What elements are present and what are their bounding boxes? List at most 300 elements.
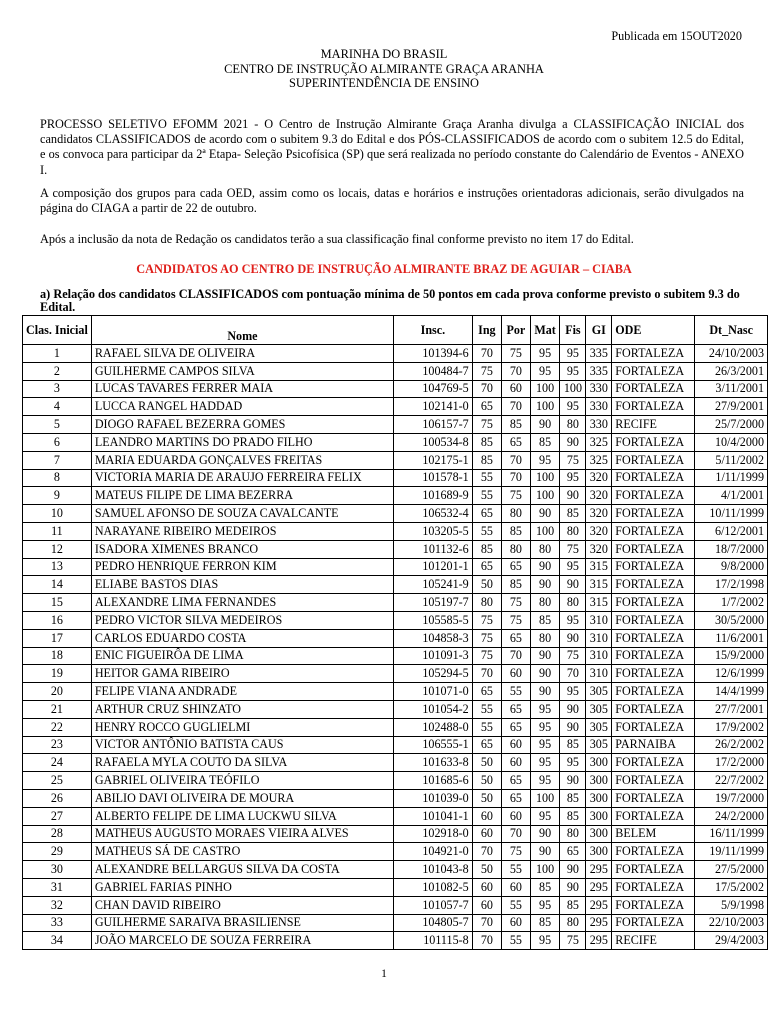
cell-clas: 15 [23,594,92,612]
cell-insc: 106532-4 [394,505,473,523]
cell-fis: 85 [560,896,586,914]
cell-gi: 330 [586,416,612,434]
cell-por: 70 [502,647,531,665]
cell-clas: 27 [23,807,92,825]
cell-gi: 305 [586,736,612,754]
cell-nome: SAMUEL AFONSO DE SOUZA CAVALCANTE [91,505,393,523]
cell-fis: 90 [560,629,586,647]
cell-clas: 20 [23,683,92,701]
table-row [23,807,768,825]
header-ode: ODE [612,316,695,345]
cell-clas: 26 [23,789,92,807]
cell-por: 65 [502,433,531,451]
table-row [23,665,768,683]
cell-gi: 295 [586,896,612,914]
cell-fis: 90 [560,878,586,896]
header-clas-inicial: Clas. Inicial [23,316,92,345]
cell-gi: 300 [586,789,612,807]
cell-dt-nasc: 17/2/2000 [695,754,768,772]
cell-mat: 90 [530,825,560,843]
cell-dt-nasc: 22/7/2002 [695,772,768,790]
cell-nome: LUCCA RANGEL HADDAD [91,398,393,416]
cell-por: 75 [502,487,531,505]
cell-insc: 101394-6 [394,345,473,363]
cell-fis: 95 [560,558,586,576]
table-row [23,789,768,807]
cell-nome: ELIABE BASTOS DIAS [91,576,393,594]
cell-mat: 90 [530,416,560,434]
cell-gi: 300 [586,754,612,772]
cell-ing: 85 [472,433,501,451]
cell-gi: 330 [586,398,612,416]
cell-insc: 100534-8 [394,433,473,451]
cell-insc: 101054-2 [394,700,473,718]
cell-mat: 100 [530,789,560,807]
cell-clas: 19 [23,665,92,683]
table-row [23,505,768,523]
cell-gi: 330 [586,380,612,398]
cell-fis: 70 [560,665,586,683]
cell-gi: 315 [586,558,612,576]
cell-mat: 90 [530,843,560,861]
cell-insc: 101039-0 [394,789,473,807]
table-row [23,629,768,647]
cell-mat: 95 [530,362,560,380]
cell-por: 65 [502,789,531,807]
cell-ing: 70 [472,843,501,861]
cell-fis: 95 [560,469,586,487]
cell-clas: 34 [23,932,92,950]
cell-ing: 70 [472,914,501,932]
cell-fis: 95 [560,345,586,363]
cell-ode: FORTALEZA [612,594,695,612]
cell-ing: 65 [472,398,501,416]
cell-gi: 325 [586,433,612,451]
cell-nome: ARTHUR CRUZ SHINZATO [91,700,393,718]
cell-nome: ISADORA XIMENES BRANCO [91,540,393,558]
table-row [23,522,768,540]
cell-nome: GABRIEL OLIVEIRA TEÓFILO [91,772,393,790]
cell-nome: CARLOS EDUARDO COSTA [91,629,393,647]
cell-ode: FORTALEZA [612,398,695,416]
cell-nome: MARIA EDUARDA GONÇALVES FREITAS [91,451,393,469]
table-row [23,362,768,380]
cell-dt-nasc: 30/5/2000 [695,611,768,629]
cell-insc: 101689-9 [394,487,473,505]
cell-mat: 95 [530,736,560,754]
cell-gi: 295 [586,878,612,896]
cell-insc: 106555-1 [394,736,473,754]
cell-clas: 33 [23,914,92,932]
cell-fis: 95 [560,398,586,416]
cell-dt-nasc: 17/5/2002 [695,878,768,896]
cell-gi: 300 [586,772,612,790]
cell-ode: BELEM [612,825,695,843]
cell-insc: 102141-0 [394,398,473,416]
classified-list-title: a) Relação dos candidatos CLASSIFICADOS com pontuação mínima de 50 pontos em cada prova conforme previsto o subitem 9.3 do Edital. [40,287,740,315]
cell-clas: 17 [23,629,92,647]
ciaba-section-title: CANDIDATOS AO CENTRO DE INSTRUÇÃO ALMIRANTE BRAZ DE AGUIAR – CIABA [136,262,632,276]
cell-dt-nasc: 27/7/2001 [695,700,768,718]
cell-nome: GUILHERME CAMPOS SILVA [91,362,393,380]
cell-ode: FORTALEZA [612,754,695,772]
cell-ing: 50 [472,861,501,879]
cell-fis: 75 [560,540,586,558]
cell-ing: 60 [472,878,501,896]
cell-nome: HENRY ROCCO GUGLIELMI [91,718,393,736]
cell-clas: 2 [23,362,92,380]
cell-fis: 100 [560,380,586,398]
table-row [23,700,768,718]
cell-mat: 90 [530,683,560,701]
cell-fis: 65 [560,843,586,861]
table-row [23,647,768,665]
final-classification-paragraph: Após a inclusão da nota de Redação os candidatos terão a sua classificação final conforme previsto no item 17 do Edital. [40,232,634,246]
cell-mat: 95 [530,772,560,790]
cell-fis: 75 [560,932,586,950]
cell-insc: 105241-9 [394,576,473,594]
cell-por: 65 [502,629,531,647]
cell-dt-nasc: 19/7/2000 [695,789,768,807]
table-row [23,861,768,879]
cell-fis: 80 [560,416,586,434]
cell-mat: 90 [530,576,560,594]
cell-ing: 75 [472,416,501,434]
cell-nome: NARAYANE RIBEIRO MEDEIROS [91,522,393,540]
cell-insc: 101578-1 [394,469,473,487]
header-dt-nasc: Dt_Nasc [695,316,768,345]
cell-insc: 104769-5 [394,380,473,398]
cell-por: 85 [502,522,531,540]
cell-fis: 80 [560,914,586,932]
cell-fis: 85 [560,807,586,825]
cell-por: 70 [502,825,531,843]
cell-fis: 80 [560,594,586,612]
cell-dt-nasc: 24/2/2000 [695,807,768,825]
cell-mat: 100 [530,398,560,416]
cell-dt-nasc: 26/3/2001 [695,362,768,380]
cell-nome: MATEUS FILIPE DE LIMA BEZERRA [91,487,393,505]
cell-nome: RAFAEL SILVA DE OLIVEIRA [91,345,393,363]
cell-ing: 70 [472,345,501,363]
cell-insc: 101091-3 [394,647,473,665]
cell-nome: ABILIO DAVI OLIVEIRA DE MOURA [91,789,393,807]
cell-dt-nasc: 18/7/2000 [695,540,768,558]
cell-ing: 60 [472,807,501,825]
cell-clas: 12 [23,540,92,558]
cell-dt-nasc: 9/8/2000 [695,558,768,576]
cell-insc: 102175-1 [394,451,473,469]
cell-mat: 100 [530,487,560,505]
cell-gi: 300 [586,825,612,843]
cell-por: 75 [502,345,531,363]
table-row [23,594,768,612]
cell-fis: 75 [560,451,586,469]
cell-clas: 11 [23,522,92,540]
cell-ode: RECIFE [612,932,695,950]
cell-clas: 28 [23,825,92,843]
cell-nome: GUILHERME SARAIVA BRASILIENSE [91,914,393,932]
cell-fis: 95 [560,754,586,772]
cell-gi: 320 [586,540,612,558]
cell-dt-nasc: 16/11/1999 [695,825,768,843]
cell-insc: 101115-8 [394,932,473,950]
cell-ode: FORTALEZA [612,772,695,790]
cell-mat: 100 [530,469,560,487]
cell-ode: FORTALEZA [612,914,695,932]
table-row [23,540,768,558]
cell-nome: GABRIEL FARIAS PINHO [91,878,393,896]
cell-insc: 105294-5 [394,665,473,683]
table-row [23,754,768,772]
cell-clas: 24 [23,754,92,772]
cell-mat: 95 [530,896,560,914]
cell-dt-nasc: 15/9/2000 [695,647,768,665]
cell-fis: 85 [560,736,586,754]
table-row [23,469,768,487]
cell-insc: 101201-1 [394,558,473,576]
cell-ode: FORTALEZA [612,558,695,576]
cell-ode: RECIFE [612,416,695,434]
cell-dt-nasc: 17/2/1998 [695,576,768,594]
table-row [23,825,768,843]
table-row [23,576,768,594]
cell-ode: FORTALEZA [612,505,695,523]
cell-gi: 300 [586,807,612,825]
cell-clas: 18 [23,647,92,665]
table-row [23,558,768,576]
cell-ode: FORTALEZA [612,362,695,380]
cell-mat: 95 [530,718,560,736]
cell-clas: 30 [23,861,92,879]
cell-ode: FORTALEZA [612,629,695,647]
cell-por: 85 [502,576,531,594]
cell-gi: 305 [586,700,612,718]
cell-ing: 75 [472,647,501,665]
header-por: Por [502,316,531,345]
cell-gi: 310 [586,611,612,629]
cell-fis: 90 [560,576,586,594]
cell-insc: 106157-7 [394,416,473,434]
cell-clas: 31 [23,878,92,896]
cell-clas: 29 [23,843,92,861]
header-fis: Fis [560,316,586,345]
cell-ode: FORTALEZA [612,469,695,487]
cell-por: 55 [502,683,531,701]
table-row [23,736,768,754]
cell-dt-nasc: 4/1/2001 [695,487,768,505]
cell-fis: 85 [560,505,586,523]
cell-mat: 95 [530,932,560,950]
cell-gi: 295 [586,914,612,932]
cell-gi: 335 [586,345,612,363]
cell-por: 65 [502,558,531,576]
cell-dt-nasc: 17/9/2002 [695,718,768,736]
cell-nome: VICTORIA MARIA DE ARAUJO FERREIRA FELIX [91,469,393,487]
cell-nome: JOÃO MARCELO DE SOUZA FERREIRA [91,932,393,950]
cell-ing: 60 [472,896,501,914]
cell-ode: FORTALEZA [612,451,695,469]
cell-clas: 16 [23,611,92,629]
table-row [23,487,768,505]
cell-ode: FORTALEZA [612,487,695,505]
cell-por: 65 [502,772,531,790]
cell-por: 55 [502,896,531,914]
cell-insc: 103205-5 [394,522,473,540]
cell-insc: 101132-6 [394,540,473,558]
cell-ing: 55 [472,718,501,736]
cell-mat: 80 [530,629,560,647]
cell-insc: 101685-6 [394,772,473,790]
cell-nome: DIOGO RAFAEL BEZERRA GOMES [91,416,393,434]
cell-nome: PEDRO VICTOR SILVA MEDEIROS [91,611,393,629]
cell-clas: 9 [23,487,92,505]
cell-por: 75 [502,594,531,612]
cell-por: 60 [502,878,531,896]
cell-ing: 60 [472,825,501,843]
cell-nome: ALEXANDRE BELLARGUS SILVA DA COSTA [91,861,393,879]
cell-ode: FORTALEZA [612,807,695,825]
cell-ode: FORTALEZA [612,896,695,914]
cell-ing: 50 [472,754,501,772]
cell-dt-nasc: 5/11/2002 [695,451,768,469]
publication-date: Publicada em 15OUT2020 [611,29,742,43]
cell-mat: 85 [530,611,560,629]
cell-dt-nasc: 29/4/2003 [695,932,768,950]
cell-ing: 65 [472,505,501,523]
cell-por: 55 [502,932,531,950]
cell-gi: 310 [586,665,612,683]
table-row [23,345,768,363]
cell-ode: FORTALEZA [612,345,695,363]
cell-por: 70 [502,451,531,469]
cell-clas: 10 [23,505,92,523]
cell-ing: 65 [472,558,501,576]
cell-insc: 104805-7 [394,914,473,932]
cell-insc: 105197-7 [394,594,473,612]
cell-por: 70 [502,398,531,416]
cell-mat: 85 [530,914,560,932]
cell-mat: 90 [530,505,560,523]
table-row [23,878,768,896]
cell-insc: 102918-0 [394,825,473,843]
cell-gi: 310 [586,629,612,647]
cell-fis: 90 [560,772,586,790]
cell-ing: 70 [472,932,501,950]
cell-insc: 101071-0 [394,683,473,701]
cell-ing: 85 [472,540,501,558]
cell-clas: 7 [23,451,92,469]
cell-clas: 5 [23,416,92,434]
cell-mat: 95 [530,345,560,363]
cell-por: 60 [502,914,531,932]
cell-por: 80 [502,505,531,523]
cell-insc: 101633-8 [394,754,473,772]
page-number: 1 [381,968,387,980]
cell-insc: 101057-7 [394,896,473,914]
table-row [23,611,768,629]
cell-insc: 101041-1 [394,807,473,825]
cell-gi: 320 [586,469,612,487]
cell-gi: 320 [586,487,612,505]
cell-clas: 25 [23,772,92,790]
cell-dt-nasc: 6/12/2001 [695,522,768,540]
cell-ing: 50 [472,789,501,807]
cell-ode: FORTALEZA [612,843,695,861]
cell-clas: 13 [23,558,92,576]
cell-gi: 325 [586,451,612,469]
cell-por: 65 [502,700,531,718]
table-row [23,451,768,469]
cell-gi: 295 [586,932,612,950]
cell-gi: 300 [586,843,612,861]
cell-ing: 55 [472,700,501,718]
cell-nome: FELIPE VIANA ANDRADE [91,683,393,701]
cell-por: 75 [502,611,531,629]
cell-dt-nasc: 3/11/2001 [695,380,768,398]
cell-por: 60 [502,380,531,398]
cell-mat: 95 [530,700,560,718]
cell-ing: 55 [472,487,501,505]
cell-ing: 70 [472,665,501,683]
header-gi: GI [586,316,612,345]
cell-nome: LEANDRO MARTINS DO PRADO FILHO [91,433,393,451]
cell-ode: FORTALEZA [612,683,695,701]
cell-por: 60 [502,736,531,754]
cell-dt-nasc: 27/5/2000 [695,861,768,879]
table-row [23,718,768,736]
cell-clas: 4 [23,398,92,416]
cell-insc: 102488-0 [394,718,473,736]
cell-mat: 90 [530,665,560,683]
cell-mat: 90 [530,647,560,665]
header-insc: Insc. [394,316,473,345]
table-row [23,896,768,914]
cell-clas: 6 [23,433,92,451]
cell-mat: 100 [530,861,560,879]
cell-dt-nasc: 14/4/1999 [695,683,768,701]
cell-dt-nasc: 1/11/1999 [695,469,768,487]
cell-mat: 100 [530,380,560,398]
cell-dt-nasc: 10/4/2000 [695,433,768,451]
cell-fis: 75 [560,647,586,665]
cell-dt-nasc: 22/10/2003 [695,914,768,932]
cell-fis: 90 [560,487,586,505]
cell-dt-nasc: 27/9/2001 [695,398,768,416]
table-header-row [23,316,768,345]
cell-mat: 95 [530,754,560,772]
cell-ing: 65 [472,683,501,701]
cell-dt-nasc: 1/7/2002 [695,594,768,612]
cell-gi: 320 [586,522,612,540]
cell-dt-nasc: 24/10/2003 [695,345,768,363]
cell-por: 60 [502,665,531,683]
cell-insc: 101043-8 [394,861,473,879]
header-nome: Nome [91,316,393,345]
cell-gi: 320 [586,505,612,523]
cell-ode: FORTALEZA [612,522,695,540]
cell-nome: MATHEUS AUGUSTO MORAES VIEIRA ALVES [91,825,393,843]
cell-insc: 105585-5 [394,611,473,629]
cell-clas: 1 [23,345,92,363]
cell-clas: 21 [23,700,92,718]
document-header [0,47,768,91]
cell-fis: 90 [560,433,586,451]
cell-ing: 80 [472,594,501,612]
cell-ode: FORTALEZA [612,647,695,665]
cell-por: 75 [502,843,531,861]
table-row [23,416,768,434]
